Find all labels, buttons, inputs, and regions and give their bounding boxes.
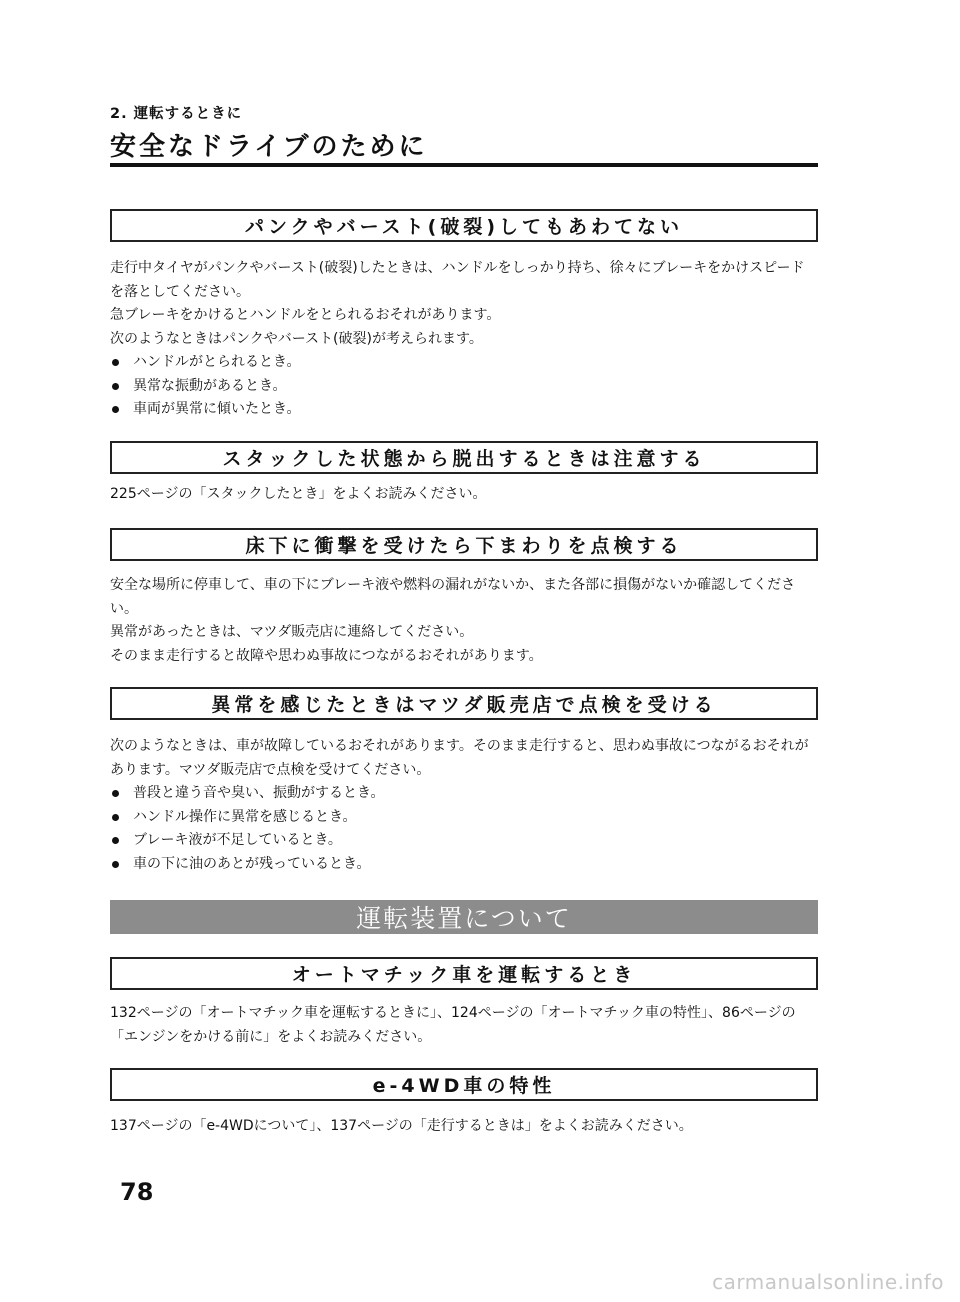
paragraph: 225ページの「スタックしたとき」をよくお読みください。 [110, 486, 487, 502]
bullet-icon [112, 861, 119, 868]
list-item: ブレーキ液が不足しているとき。 [110, 829, 818, 853]
bullet-icon [112, 383, 119, 390]
list-item: 普段と違う音や臭い、振動がするとき。 [110, 782, 818, 806]
paragraph: 安全な場所に停車して、車の下にブレーキ液や燃料の漏れがないか、また各部に損傷がないか確認してください。 [110, 577, 796, 617]
paragraph: 次のようなときは、車が故障しているおそれがあります。そのまま走行すると、思わぬ事故につながるおそれがあります。マツダ販売店で点検を受けてください。 [110, 738, 809, 778]
list-item: 車の下に油のあとが残っているとき。 [110, 853, 818, 877]
section-heading-inspection: 異常を感じたときはマツダ販売店で点検を受ける [110, 687, 818, 720]
section-heading-underbody: 床下に衝撃を受けたら下まわりを点検する [110, 528, 818, 561]
section-body-underbody [110, 574, 818, 668]
paragraph: 急ブレーキをかけるとハンドルをとられるおそれがあります。 [110, 307, 501, 323]
paragraph: 137ページの「e-4WDについて」、137ページの「走行するときは」をよくお読みください。 [110, 1118, 693, 1134]
section-heading-automatic: オートマチック車を運転するとき [110, 957, 818, 990]
section-body-stuck [110, 483, 818, 507]
section-body-e4wd [110, 1115, 818, 1139]
bullet-icon [112, 790, 119, 797]
chapter-label: 2. 運転するときに [110, 106, 243, 122]
paragraph: 次のようなときはパンクやバースト(破裂)が考えられます。 [110, 330, 483, 347]
page-number: 78 [120, 1178, 154, 1206]
bullet-icon [112, 814, 119, 821]
page-title: 安全なドライブのために [110, 132, 428, 162]
paragraph: 走行中タイヤがパンクやバースト(破裂)したときは、ハンドルをしっかり持ち、徐々にブレーキをかけスピードを落としてください。 [110, 260, 805, 300]
bullet-icon [112, 837, 119, 844]
section-heading-e4wd: e-4WD車の特性 [110, 1068, 818, 1101]
list-item: ハンドル操作に異常を感じるとき。 [110, 806, 818, 830]
paragraph: そのまま走行すると故障や思わぬ事故につながるおそれがあります。 [110, 647, 543, 664]
paragraph: 異常があったときは、マツダ販売店に連絡してください。 [110, 624, 474, 640]
section-body-automatic [110, 1002, 818, 1049]
bullet-icon [112, 359, 119, 366]
section-heading-puncture: パンクやバースト(破裂)してもあわてない [110, 209, 818, 242]
watermark: carmanualsonline.info [712, 1270, 944, 1294]
section-heading-stuck: スタックした状態から脱出するときは注意する [110, 441, 818, 474]
list-item: 異常な振動があるとき。 [110, 375, 818, 399]
list-item: 車両が異常に傾いたとき。 [110, 398, 818, 422]
title-divider [110, 163, 818, 167]
paragraph: 132ページの「オートマチック車を運転するときに」、124ページの「オートマチック車の特性」、86ページの「エンジンをかける前に」をよくお読みください。 [110, 1005, 796, 1045]
section-band-driving-controls: 運転装置について [110, 900, 818, 934]
section-body-puncture [110, 257, 818, 422]
section-body-inspection [110, 735, 818, 876]
bullet-icon [112, 406, 119, 413]
list-item: ハンドルがとられるとき。 [110, 351, 818, 375]
